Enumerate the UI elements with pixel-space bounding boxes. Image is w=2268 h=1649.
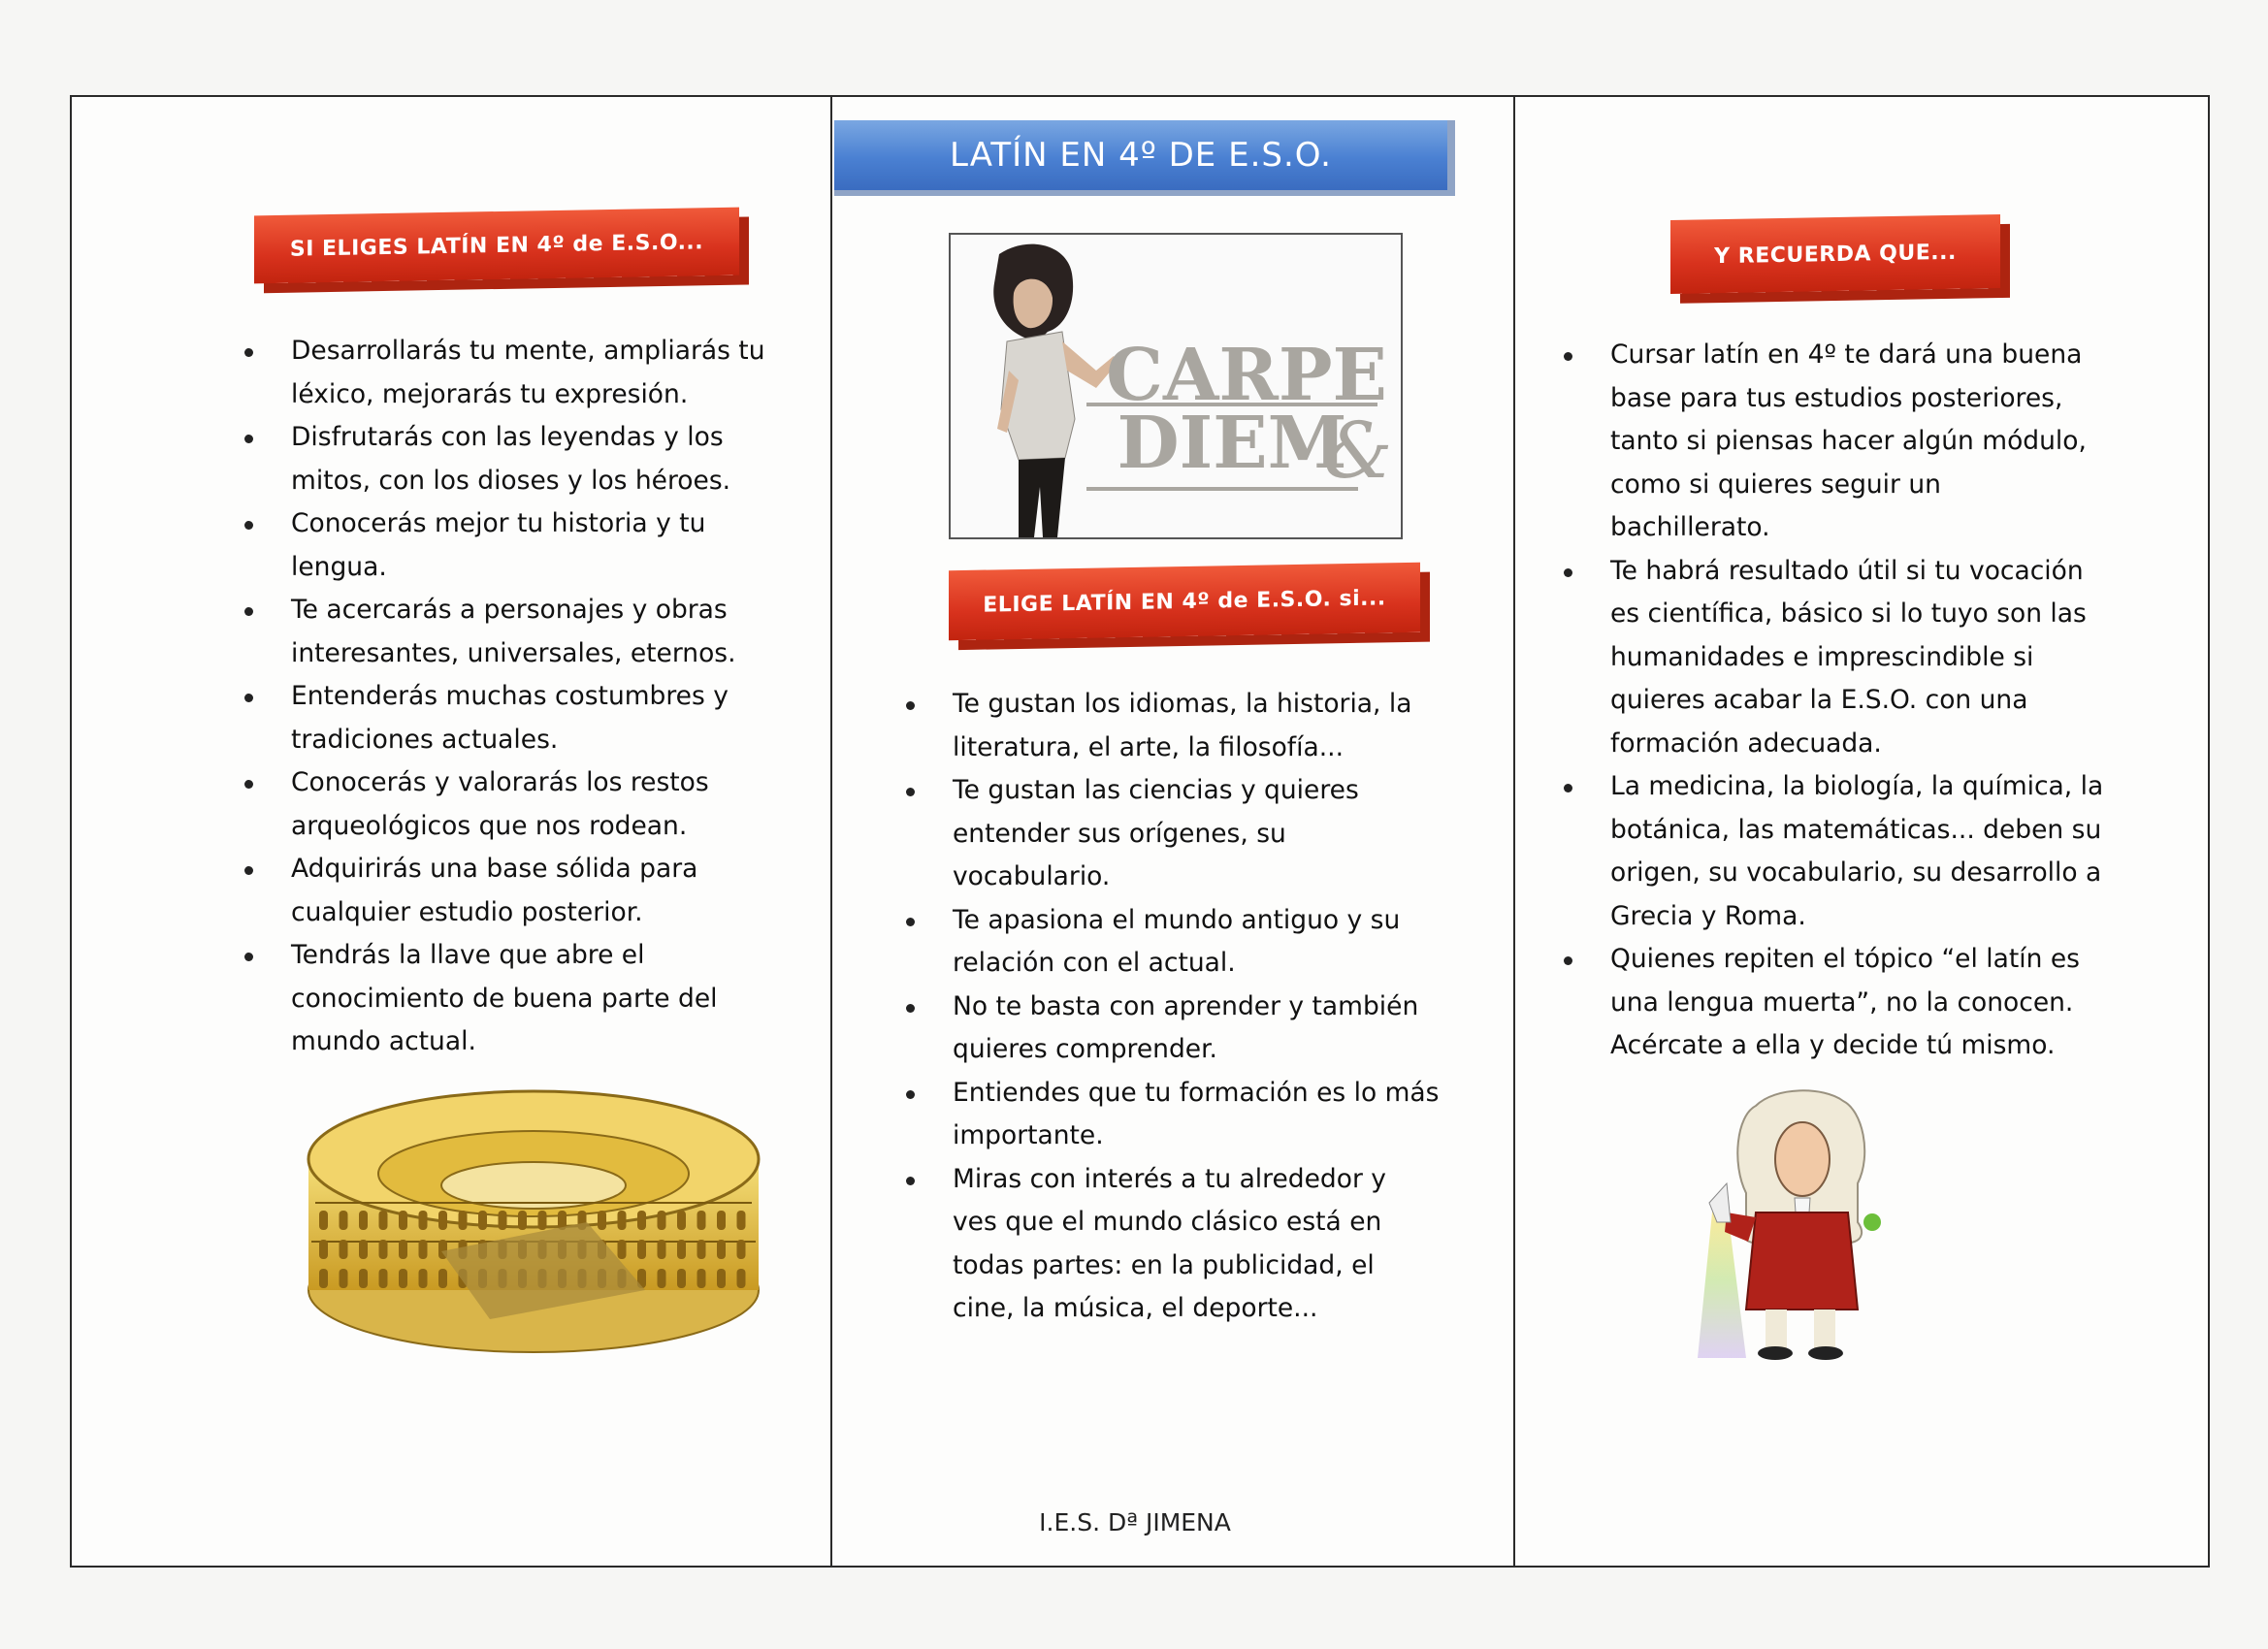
carpe-diem-photo	[951, 235, 1401, 537]
list-item-line: ves que el mundo clásico está en	[953, 1207, 1382, 1237]
list-item-line: todas partes: en la publicidad, el	[953, 1249, 1375, 1280]
list-item-line: origen, su vocabulario, su desarrollo a	[1610, 857, 2102, 888]
bullet-icon	[1564, 568, 1572, 577]
right-list-item	[1560, 765, 2200, 938]
list-item-line: léxico, mejorarás tu expresión.	[291, 378, 689, 409]
list-item-line: Te habrá resultado útil si tu vocación	[1610, 555, 2084, 586]
center-list-item	[902, 1072, 1484, 1158]
list-item-line: literatura, el arte, la filosofía...	[953, 731, 1344, 762]
bullet-icon	[906, 701, 915, 710]
center-list-item	[902, 899, 1484, 986]
list-item-line: Conocerás mejor tu historia y tu	[291, 508, 706, 538]
right-heading-banner	[1670, 214, 2000, 294]
list-item-line: Te gustan los idiomas, la historia, la	[953, 689, 1412, 719]
bullet-icon	[244, 866, 253, 875]
left-benefits-list	[241, 330, 784, 1064]
bullet-icon	[244, 521, 253, 530]
left-list-item	[241, 502, 784, 589]
list-item-line: Conocerás y valorarás los restos	[291, 767, 709, 797]
list-item-line: No te basta con aprender y también	[953, 990, 1419, 1021]
right-reminders-list	[1560, 334, 2200, 1068]
list-item-line: tanto si piensas hacer algún módulo,	[1610, 426, 2087, 456]
brochure-title	[834, 120, 1455, 196]
list-item-line: mitos, con los dioses y los héroes.	[291, 465, 731, 496]
list-item-line: entender sus orígenes, su	[953, 818, 1286, 849]
left-list-item	[241, 934, 784, 1064]
list-item-line: Te acercarás a personajes y obras	[291, 595, 728, 625]
list-item-line: una lengua muerta”, no la conocen.	[1610, 986, 2074, 1018]
bullet-icon	[244, 435, 253, 443]
list-item-line: Te apasiona el mundo antiguo y su	[953, 904, 1401, 935]
list-item-line: cine, la música, el deporte...	[953, 1293, 1318, 1323]
center-heading: ELIGE LATÍN EN 4º de E.S.O. si...	[983, 585, 1386, 618]
list-item-line: Adquirirás una base sólida para	[291, 854, 698, 884]
bullet-icon	[906, 1090, 915, 1099]
list-item-line: como si quieres seguir un	[1610, 469, 1941, 500]
center-reasons-list	[902, 683, 1484, 1331]
list-item-line: Miras con interés a tu alrededor y	[953, 1163, 1386, 1194]
left-list-item	[241, 330, 784, 416]
list-item-line: es científica, básico si lo tuyo son las	[1610, 598, 2087, 629]
list-item-line: humanidades e imprescindible si	[1610, 641, 2034, 672]
bullet-icon	[906, 1177, 915, 1185]
center-list-item	[902, 683, 1484, 769]
girl-photo	[949, 233, 1403, 539]
list-item-line: Te gustan las ciencias y quieres	[953, 775, 1359, 805]
bullet-icon	[1564, 352, 1572, 361]
list-item-line: cualquier estudio posterior.	[291, 896, 643, 927]
column-divider-left	[830, 95, 832, 1568]
logo-carpe: CARPE	[1106, 334, 1387, 417]
list-item-line: Entiendes que tu formación es lo más	[953, 1077, 1440, 1108]
list-item-line: mundo actual.	[291, 1026, 476, 1056]
colosseum-illustration	[296, 1067, 771, 1358]
list-item-line: quieres comprender.	[953, 1034, 1217, 1064]
list-item-line: base para tus estudios posteriores,	[1610, 382, 2063, 413]
left-list-item	[241, 848, 784, 934]
list-item-line: Cursar latín en 4º te dará una buena	[1610, 340, 2083, 370]
list-item-line: importante.	[953, 1120, 1104, 1150]
list-item-line: conocimiento de buena parte del	[291, 983, 718, 1014]
right-list-item	[1560, 334, 2200, 550]
brochure-title-text: LATÍN EN 4º DE E.S.O.	[950, 136, 1332, 175]
bullet-icon	[244, 953, 253, 961]
left-list-item	[241, 416, 784, 502]
list-item-line: tradiciones actuales.	[291, 724, 559, 755]
left-list-item	[241, 761, 784, 848]
left-list-item	[241, 675, 784, 761]
bullet-icon	[244, 694, 253, 702]
bullet-icon	[244, 607, 253, 616]
list-item-line: Entenderás muchas costumbres y	[291, 681, 729, 711]
newton-caricature	[1688, 1086, 1911, 1377]
list-item-line: Desarrollarás tu mente, ampliarás tu	[291, 336, 765, 366]
list-item-line: formación adecuada.	[1610, 728, 1882, 759]
list-item-line: Quienes repiten el tópico “el latín es	[1610, 944, 2080, 974]
list-item-line: quieres acabar la E.S.O. con una	[1610, 685, 2028, 715]
list-item-line: vocabulario.	[953, 861, 1111, 891]
right-heading: Y RECUERDA QUE...	[1714, 240, 1957, 269]
list-item-line: bachillerato.	[1610, 512, 1770, 542]
list-item-line: Tendrás la llave que abre el	[291, 940, 645, 970]
column-divider-right	[1513, 95, 1515, 1568]
list-item-line: lengua.	[291, 551, 387, 582]
list-item-line: arqueológicos que nos rodean.	[291, 810, 688, 841]
bullet-icon	[906, 918, 915, 926]
bullet-icon	[906, 1004, 915, 1013]
bullet-icon	[244, 780, 253, 789]
bullet-icon	[1564, 956, 1572, 965]
list-item-line: Disfrutarás con las leyendas y los	[291, 422, 724, 452]
left-heading-banner	[254, 208, 739, 284]
list-item-line: botánica, las matemáticas... deben su	[1610, 814, 2102, 845]
list-item-line: interesantes, universales, eternos.	[291, 637, 736, 668]
bullet-icon	[906, 788, 915, 796]
bullet-icon	[244, 348, 253, 357]
logo-diem: DIEM	[1117, 402, 1347, 485]
left-list-item	[241, 589, 784, 675]
school-name: I.E.S. Dª JIMENA	[1039, 1508, 1231, 1536]
logo-ampersand: &	[1323, 405, 1393, 496]
right-list-item	[1560, 938, 2200, 1068]
list-item-line: Acércate a ella y decide tú mismo.	[1610, 1030, 2056, 1060]
center-list-item	[902, 986, 1484, 1072]
list-item-line: relación con el actual.	[953, 948, 1236, 978]
bullet-icon	[1564, 784, 1572, 792]
right-list-item	[1560, 550, 2200, 766]
list-item-line: La medicina, la biología, la química, la	[1610, 771, 2104, 801]
left-heading: SI ELIGES LATÍN EN 4º de E.S.O...	[289, 229, 704, 262]
center-heading-banner	[949, 563, 1420, 640]
center-list-item	[902, 769, 1484, 899]
center-list-item	[902, 1158, 1484, 1331]
list-item-line: Grecia y Roma.	[1610, 900, 1806, 931]
